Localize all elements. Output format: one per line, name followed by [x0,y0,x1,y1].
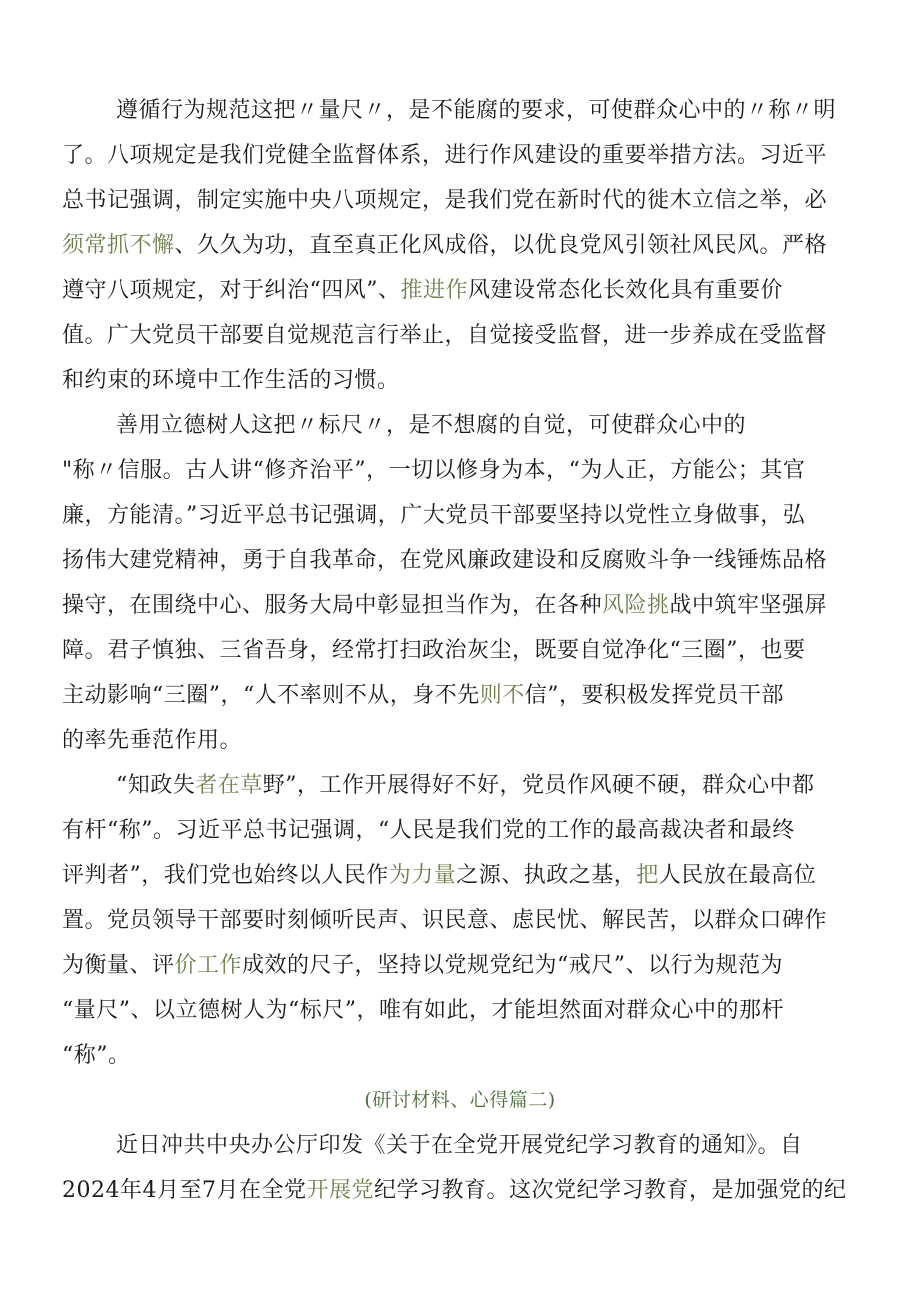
text-segment: 战中筑牢坚强屏 [669,593,828,618]
highlighted-text: 开展党 [306,1178,374,1203]
highlighted-text: 推进作 [400,278,469,303]
text-line: 扬伟大建党精神，勇于自我革命，在党风廉政建设和反腐败斗争一线锤炼品格 [62,548,828,573]
text-segment: 遵守八项规定，对于纠治“四风”、 [62,278,401,303]
text-line: "称〃信服。古人讲“修齐治平”，一切以修身为本，“为人正，方能公；其官 [62,458,806,483]
text-segment: 主动影响“三圈”，“人不率则不从，身不先 [62,683,480,708]
text-line: 障。君子慎独、三省吾身，经常打扫政治灰尘，既要自觉净化“三圈”，也要 [62,638,806,663]
text-line: “量尺”、以立德树人为“标尺”，唯有如此，才能坦然面对群众心中的那杆 [62,998,784,1023]
text-segment: “知政失 [116,773,196,798]
text-segment: 评判者”，我们党也始终以人民作 [62,863,389,888]
text-line: 善用立德树人这把〃标尺〃，是不想腐的自觉，可使群众心中的 [116,413,747,438]
text-line: “称”。 [62,1043,131,1068]
text-segment: 纪学习教育。这次党纪学习教育，是加强党的纪 [374,1178,847,1203]
highlighted-text: 把 [636,863,659,888]
highlighted-text: 为力量 [388,863,457,888]
text-segment: 操守，在围绕中心、服务大局中彰显担当作为，在各种 [62,593,603,618]
text-line: 和约束的环境中工作生活的习惯。 [62,368,400,393]
text-line: 有杆“称”。习近平总书记强调，“人民是我们党的工作的最高裁决者和最终 [62,818,795,843]
text-line [62,276,783,306]
text-segment: 、久久为功，直至真正化风成俗，以优良党风引领社风民风。严格 [174,233,828,258]
text-segment: 2024年4月至7月在全党 [62,1178,307,1203]
text-line [62,861,816,891]
highlighted-text: 风险挑 [602,593,670,618]
highlighted-text: 者在草 [195,773,263,798]
section-heading: (研讨材料、心得篇二) [364,1089,556,1111]
text-line: 遵循行为规范这把〃量尺〃，是不能腐的要求，可使群众心中的〃称〃明 [116,98,837,123]
text-line: 了。八项规定是我们党健全监督体系，进行作风建设的重要举措方法。习近平 [62,143,828,168]
text-line [62,591,827,621]
text-line [62,231,827,261]
text-segment: 野”，工作开展得好不好，党员作风硬不硬，群众心中都 [262,773,815,798]
text-line: 值。广大党员干部要自觉规范言行举止，自觉接受监督，进一步养成在受监督 [62,323,828,348]
text-line [62,951,783,981]
text-line: 的率先垂范作用。 [62,728,243,753]
text-segment: 风建设常态化长效化具有重要价 [468,278,784,303]
text-line: 总书记强调，制定实施中央八项规定，是我们党在新时代的徙木立信之举，必 [62,188,828,213]
highlighted-text: 则不 [479,683,525,708]
text-line: 近日冲共中央办公厅印发《关于在全党开展党纪学习教育的通知》。自 [116,1133,803,1158]
text-line [116,771,815,801]
text-segment: 人民放在最高位 [658,863,817,888]
text-line: 置。党员领导干部要时刻倾听民声、识民意、虑民忧、解民苦，以群众口碑作 [62,908,828,933]
highlighted-text: 须常抓不懈 [62,233,175,258]
text-segment: 成效的尺子，坚持以党规党纪为“戒尺”、以行为规范为 [242,953,784,978]
text-segment: 为衡量、评 [62,953,175,978]
text-line: 廉，方能清。”习近平总书记强调，广大党员干部要坚持以党性立身做事，弘 [62,503,806,528]
text-line [62,681,784,711]
text-segment: 之源、执政之基， [456,863,637,888]
text-line [62,1176,847,1206]
highlighted-text: 价工作 [174,953,243,978]
text-segment: 信”，要积极发挥党员干部 [524,683,785,708]
